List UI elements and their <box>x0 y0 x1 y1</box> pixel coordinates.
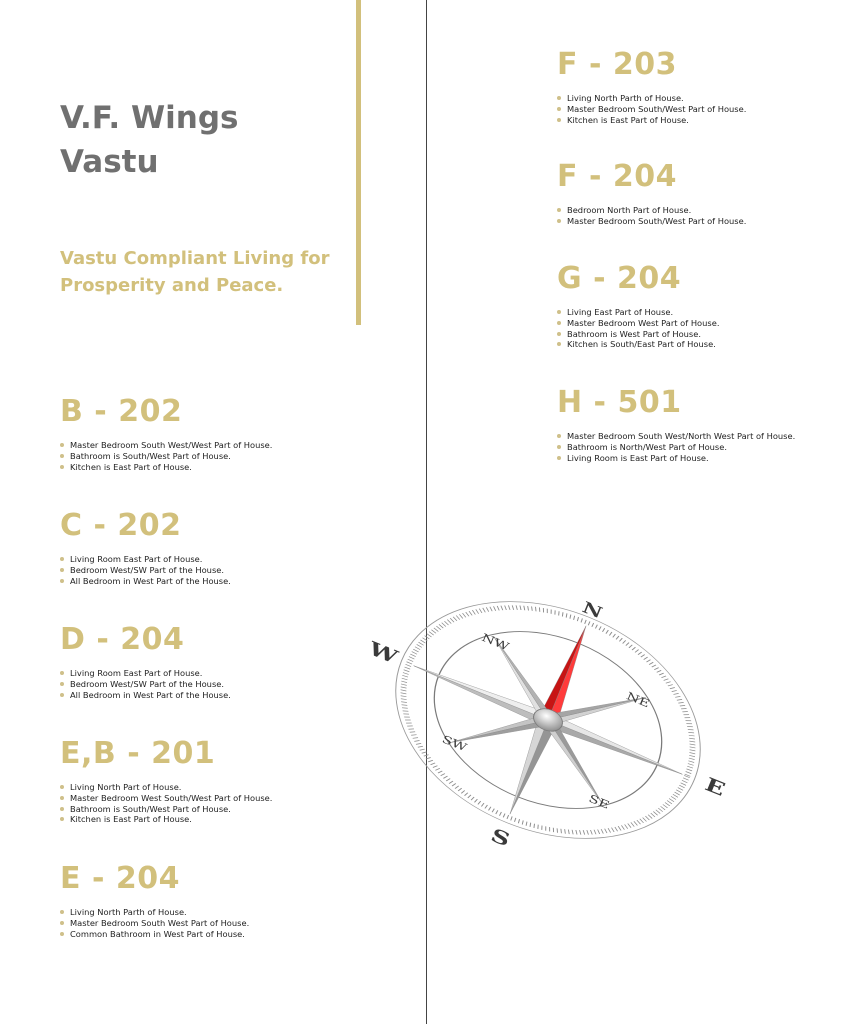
unit-g-204 <box>557 261 719 350</box>
tagline-line: Vastu Compliant Living for <box>60 248 330 269</box>
unit-feature-list <box>60 782 272 825</box>
list-item: Master Bedroom South West/North West Part of House. <box>557 431 795 442</box>
tagline-line: Prosperity and Peace. <box>60 275 284 296</box>
title-line: V.F. Wings <box>60 100 239 136</box>
unit-feature-list <box>557 205 746 227</box>
unit-feature-list <box>60 440 272 472</box>
unit-feature-list <box>557 307 719 350</box>
list-item: All Bedroom in West Part of the House. <box>60 576 231 587</box>
compass-label-s: S <box>487 824 513 852</box>
list-item: Kitchen is East Part of House. <box>60 462 272 473</box>
list-item: Bathroom is West Part of House. <box>557 329 719 340</box>
list-item: Living Room is East Part of House. <box>557 453 795 464</box>
list-item: Living Room East Part of House. <box>60 554 231 565</box>
unit-heading: D - 204 <box>60 622 185 657</box>
compass-label-w: W <box>365 638 401 669</box>
unit-feature-list <box>557 93 746 125</box>
list-item: Bedroom West/SW Part of the House. <box>60 565 231 576</box>
list-item: Bathroom is South/West Part of House. <box>60 451 272 462</box>
unit-heading: E - 204 <box>60 861 180 896</box>
unit-feature-list <box>60 907 249 939</box>
unit-f-204 <box>557 159 746 227</box>
list-item: Common Bathroom in West Part of House. <box>60 929 249 940</box>
list-item: Living Room East Part of House. <box>60 668 231 679</box>
unit-feature-list <box>60 668 231 700</box>
compass-label-sw: SW <box>440 733 469 755</box>
unit-feature-list <box>60 554 231 586</box>
compass-label-e: E <box>701 773 729 801</box>
list-item: Master Bedroom West Part of House. <box>557 318 719 329</box>
unit-heading: B - 202 <box>60 394 183 429</box>
unit-e-204 <box>60 861 249 939</box>
compass-rose-icon <box>362 598 729 890</box>
compass-label-ne: NE <box>624 690 652 711</box>
unit-heading: H - 501 <box>557 385 682 420</box>
list-item: Master Bedroom South/West Part of House. <box>557 104 746 115</box>
list-item: Master Bedroom South West Part of House. <box>60 918 249 929</box>
list-item: All Bedroom in West Part of the House. <box>60 690 231 701</box>
list-item: Bedroom West/SW Part of the House. <box>60 679 231 690</box>
unit-b-202 <box>60 394 272 472</box>
unit-heading: G - 204 <box>557 261 682 296</box>
gold-accent-bar <box>356 0 361 325</box>
unit-d-204 <box>60 622 231 700</box>
unit-h-501 <box>557 385 795 463</box>
compass-label-nw: NW <box>479 631 511 654</box>
list-item: Living North Parth of House. <box>60 907 249 918</box>
list-item: Living North Part of House. <box>60 782 272 793</box>
unit-heading: E,B - 201 <box>60 736 216 771</box>
unit-feature-list <box>557 431 795 463</box>
page-title <box>60 96 340 184</box>
unit-eb-201 <box>60 736 272 825</box>
list-item: Kitchen is South/East Part of House. <box>557 339 719 350</box>
list-item: Living North Parth of House. <box>557 93 746 104</box>
list-item: Kitchen is East Part of House. <box>60 814 272 825</box>
list-item: Bathroom is South/West Part of House. <box>60 804 272 815</box>
list-item: Master Bedroom South West/West Part of House. <box>60 440 272 451</box>
compass-label-se: SE <box>586 792 611 813</box>
list-item: Bathroom is North/West Part of House. <box>557 442 795 453</box>
title-line: Vastu <box>60 144 159 180</box>
unit-heading: F - 204 <box>557 159 677 194</box>
list-item: Kitchen is East Part of House. <box>557 115 746 126</box>
tagline <box>60 245 350 299</box>
list-item: Living East Part of House. <box>557 307 719 318</box>
unit-heading: F - 203 <box>557 47 677 82</box>
list-item: Master Bedroom West South/West Part of House. <box>60 793 272 804</box>
unit-c-202 <box>60 508 231 586</box>
list-item: Master Bedroom South/West Part of House. <box>557 216 746 227</box>
unit-heading: C - 202 <box>60 508 182 543</box>
compass-label-n: N <box>579 598 605 623</box>
list-item: Bedroom North Part of House. <box>557 205 746 216</box>
unit-f-203 <box>557 47 746 125</box>
